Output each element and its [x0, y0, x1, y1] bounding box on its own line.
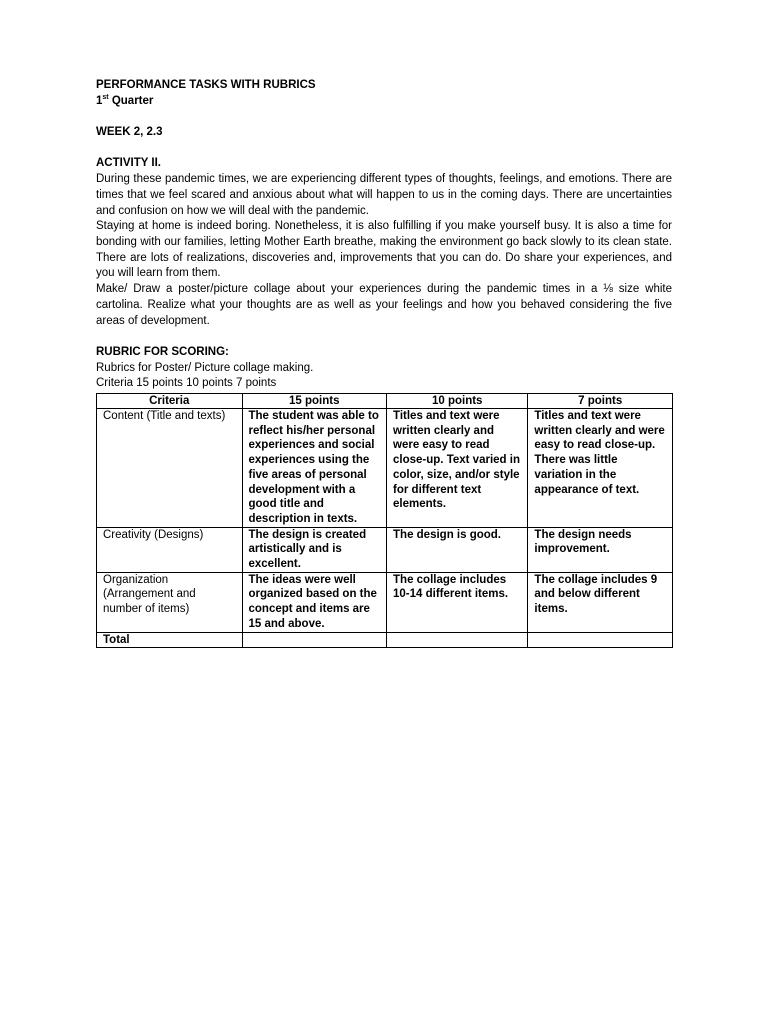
- row-organization-criteria: Organization (Arrangement and number of items): [97, 572, 243, 632]
- rubric-row-total: [97, 632, 673, 648]
- row-creativity-15: The design is created artistically and is excellent.: [242, 527, 387, 572]
- header-7-points: 7 points: [528, 394, 673, 409]
- quarter-number: 1: [96, 94, 103, 107]
- row-organization-7: The collage includes 9 and below different items.: [528, 572, 673, 632]
- document-page: [96, 78, 672, 648]
- activity-paragraph-2: Staying at home is indeed boring. Nonetheless, it is also fulfilling if you make yourself busy. It is also a time for bonding with our families, letting Mother Earth breathe, making the environment go back slowly to its clean state. There are lots of realizations, discoveries and, improvements that you can do. Do share your experiences, and you will learn from them.: [96, 220, 672, 280]
- row-organization-10: The collage includes 10-14 different items.: [387, 572, 528, 632]
- rubric-subtitle: Rubrics for Poster/ Picture collage making.: [96, 361, 314, 374]
- rubric-row-creativity: [97, 527, 673, 572]
- row-total-10: [387, 632, 528, 648]
- row-total-label: Total: [97, 632, 243, 648]
- quarter-text: Quarter: [108, 94, 154, 107]
- row-creativity-criteria: Creativity (Designs): [97, 527, 243, 572]
- row-organization-15: The ideas were well organized based on the concept and items are 15 and above.: [242, 572, 387, 632]
- rubric-row-organization: [97, 572, 673, 632]
- quarter-superscript: st: [102, 93, 109, 101]
- row-total-7: [528, 632, 673, 648]
- row-content-criteria: Content (Title and texts): [97, 409, 243, 528]
- document-title: PERFORMANCE TASKS WITH RUBRICS: [96, 79, 316, 91]
- rubric-criteria-line: Criteria 15 points 10 points 7 points: [96, 377, 277, 390]
- week-label: WEEK 2, 2.3: [96, 126, 163, 139]
- row-creativity-7: The design needs improvement.: [528, 527, 673, 572]
- row-content-10: Titles and text were written clearly and were easy to read close-up. Text varied in color, size, and/or style for different text elements.: [387, 409, 528, 528]
- row-content-7: Titles and text were written clearly and were easy to read close-up. There was little variation in the appearance of text.: [528, 409, 673, 528]
- row-content-15: The student was able to reflect his/her personal experiences and social experiences using the five areas of personal development with a good title and description in texts.: [242, 409, 387, 528]
- rubric-heading: RUBRIC FOR SCORING:: [96, 345, 229, 358]
- row-creativity-10: The design is good.: [387, 527, 528, 572]
- rubric-row-content: [97, 409, 673, 528]
- activity-paragraph-3: Make/ Draw a poster/picture collage about your experiences during the pandemic times in a ⅛ size white cartolina. Realize what your thoughts are as well as your feelings and how you behaved considering the five areas of development.: [96, 283, 672, 327]
- activity-heading: ACTIVITY II.: [96, 157, 161, 170]
- rubric-table: [96, 393, 673, 648]
- header-10-points: 10 points: [387, 394, 528, 409]
- rubric-header-row: [97, 394, 673, 409]
- quarter-label: [96, 94, 672, 110]
- activity-paragraph-1: During these pandemic times, we are experiencing different types of thoughts, feelings, and emotions. There are times that we feel scared and anxious about what will happen to us in the coming days. There are uncertainties and confusion on how we will deal with the pandemic.: [96, 173, 672, 217]
- header-criteria: Criteria: [97, 394, 243, 409]
- row-total-15: [242, 632, 387, 648]
- header-15-points: 15 points: [242, 394, 387, 409]
